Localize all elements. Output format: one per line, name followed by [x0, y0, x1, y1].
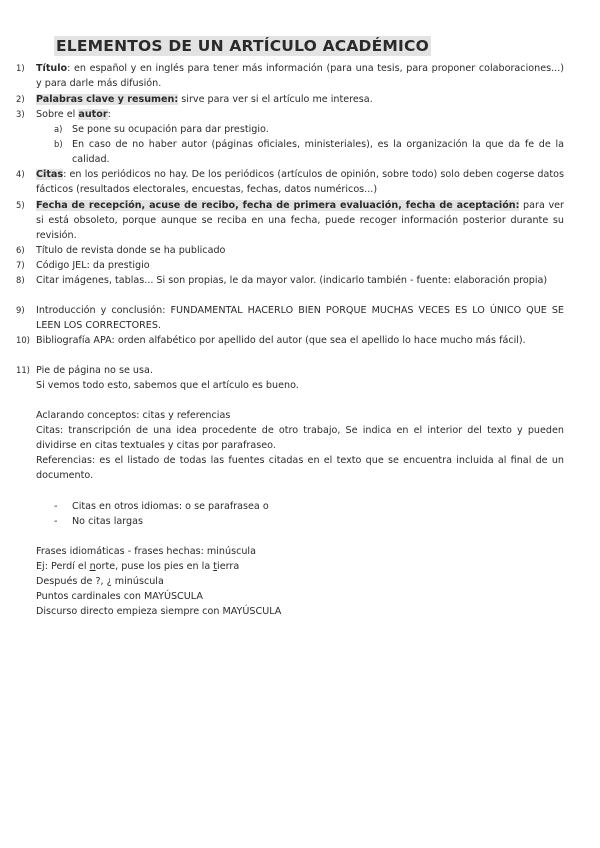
- note-puntos: Puntos cardinales con MAYÚSCULA: [36, 591, 203, 602]
- referencias-definition: Referencias: es el listado de todas las fuentes citadas en el texto que se encuentra incluida al final de un documento.: [36, 455, 564, 481]
- note-example: Ej: Perdí el norte, puse los pies en la tierra: [36, 561, 240, 572]
- document-page: ELEMENTOS DE UN ARTÍCULO ACADÉMICO 1) Título: en español y en inglés para tener más información (para una tesis, para proponer colaboraciones...) y para darle más difusión. 2) Palabras clave y resumen: sirve para ver si el artículo me interesa. 3) Sobre el autor: a) Se pone su ocupación para dar prestigio. b) En caso de no haber autor (páginas oficiales, ministeriales), es la organización la que da fe de la calidad. 4) Citas: en los periódicos no hay. De los periódicos (artículos de opinión, sobre todo) solo deben cogerse datos fácticos (resultados electorales, encuestas, fechas, datos numéricos...) 5) Fecha de recepción, acuse de recibo, fecha de primera evaluación, fecha de aceptación: para ver si está obsoleto, porque aunque se reciba en una fecha, puede recoger información posterior durante su revisión. 6) Título de revista donde se ha publicado 7) Código JEL: da prestigio 8) Citar imágenes, tablas... Si son propias, le da mayor valor. (indicarlo también - fuente: elaboración propia) 9) Introducción y conclusión: FUNDAMENTAL HACERLO BIEN PORQUE MUCHAS VECES ES LO ÚNICO QUE SE LEEN LOS CORRECTORES. 10) Bibliografía APA: orden alfabético por apellido del autor (que sea el apellido lo hace mucho más fácil). 11) Pie de página no se usa. Si vemos todo esto, sabemos que el artículo es bueno. Aclarando conceptos: citas y referencias Citas: transcripción de una idea procedente de otro trabajo, Se indica en el interior del texto y pueden dividirse en citas textuales y citas por parafraseo. Referencias: es el listado de todas las fuentes citadas en el texto que se encuentra incluida al final de un documento. - Citas en otros idiomas: o se parafrasea o - No citas largas Frases idiomáticas - frases hechas: minúscula Ej: Perdí el norte, puse los pies en la tierra Después de ?, ¿ minúscula Puntos cardinales con MAYÚSCULA Discurso directo empieza siempre con MAYÚSCULA: [16, 37, 564, 617]
- page-title: ELEMENTOS DE UN ARTÍCULO ACADÉMICO: [56, 37, 429, 55]
- summary-text: Si vemos todo esto, sabemos que el artículo es bueno.: [36, 380, 299, 391]
- note-discurso: Discurso directo empieza siempre con MAYÚSCULA: [36, 606, 282, 617]
- citas-definition: Citas: transcripción de una idea procedente de otro trabajo, Se indica en el interior del texto y pueden dividirse en citas textuales y citas por parafraseo.: [36, 425, 564, 451]
- concepts-heading: Aclarando conceptos: citas y referencias: [36, 410, 231, 421]
- note-frases: Frases idiomáticas - frases hechas: minúscula: [36, 546, 256, 557]
- note-despues: Después de ?, ¿ minúscula: [36, 576, 164, 587]
